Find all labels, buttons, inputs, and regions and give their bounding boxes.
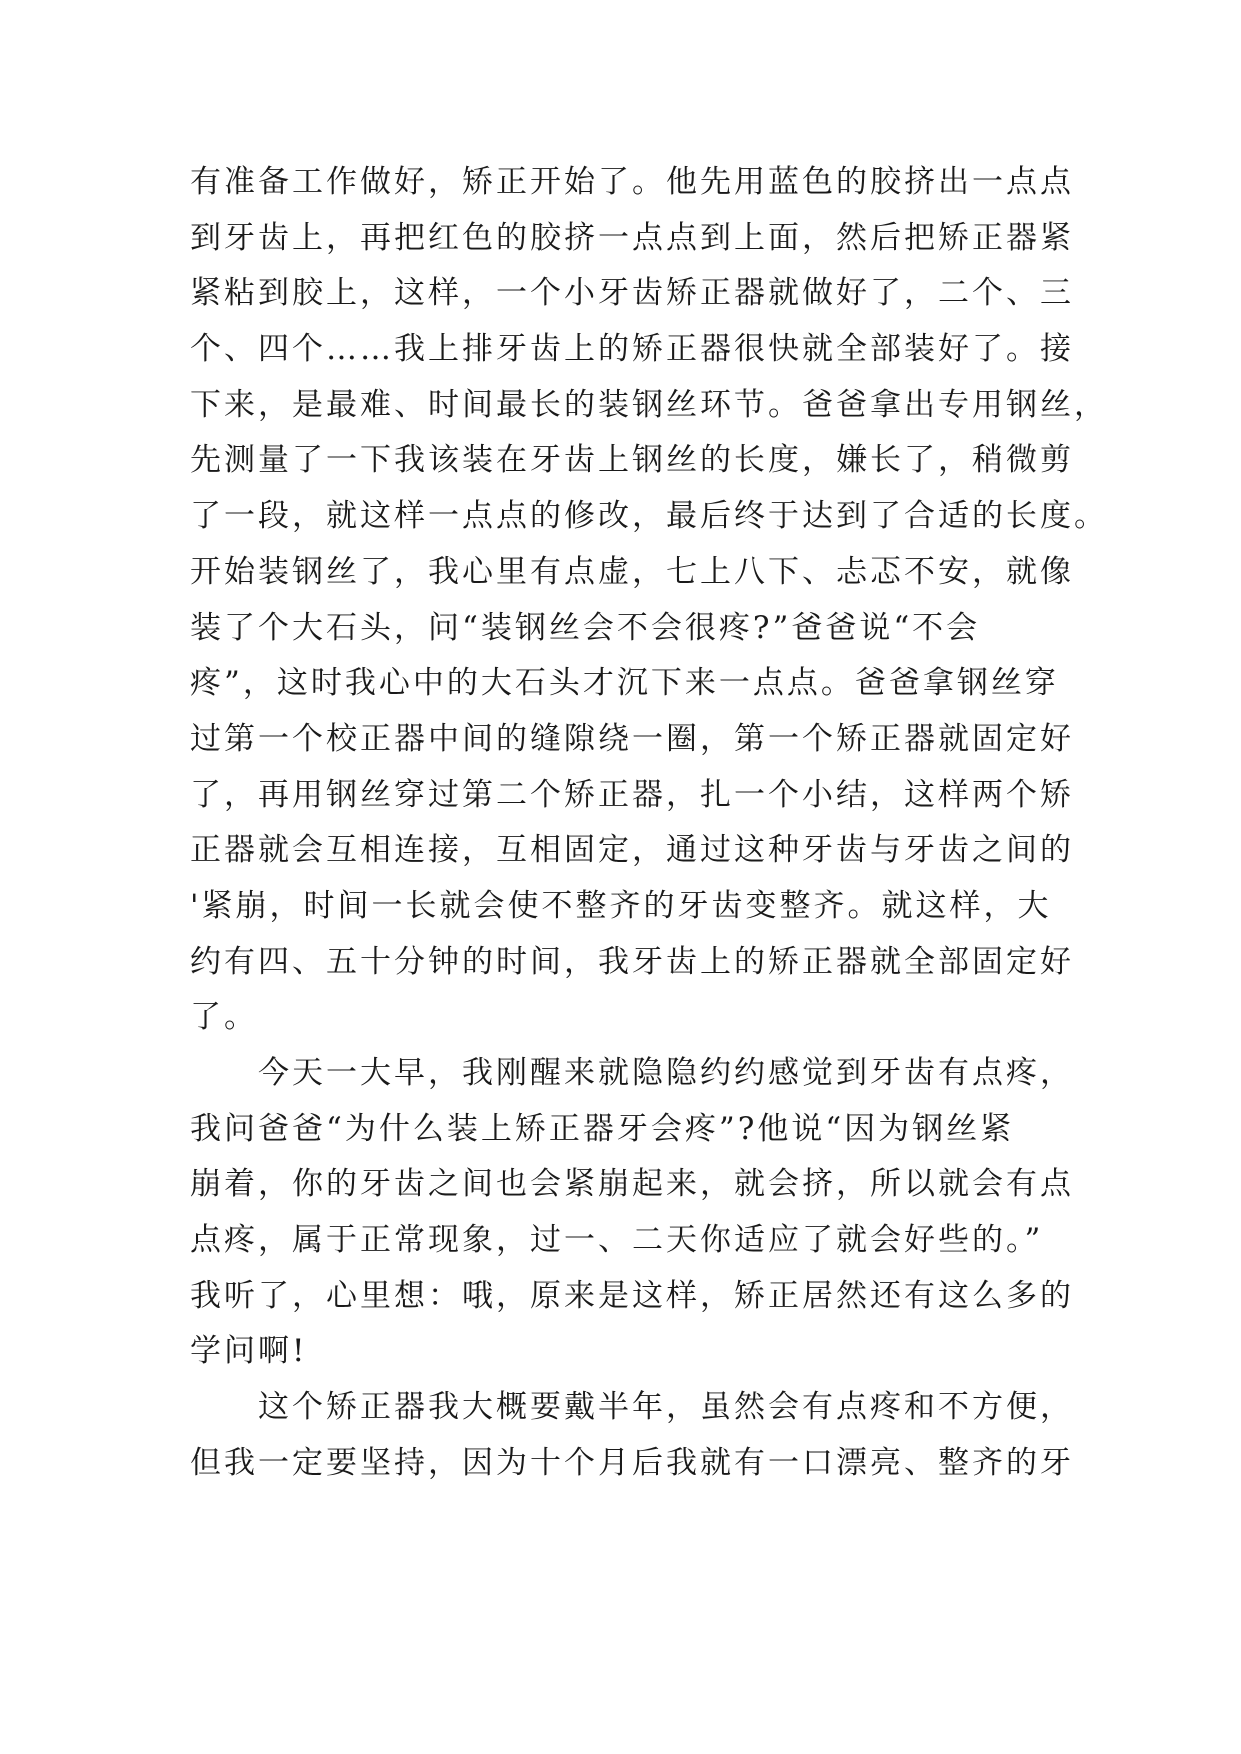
text-line: 我听了，心里想：哦，原来是这样，矫正居然还有这么多的 <box>190 1277 1074 1314</box>
text-line: '紧崩，时间一长就会使不整齐的牙齿变整齐。就这样，大 <box>190 887 1052 924</box>
text-line: 崩着，你的牙齿之间也会紧崩起来，就会挤，所以就会有点 <box>190 1166 1074 1203</box>
text-line: 了一段，就这样一点点的修改，最后终于达到了合适的长度。 <box>190 498 1108 535</box>
text-line: 先测量了一下我该装在牙齿上钢丝的长度，嫌长了，稍微剪 <box>190 442 1074 479</box>
text-line: 开始装钢丝了，我心里有点虚，七上八下、忐忑不安，就像 <box>190 553 1074 590</box>
text-line: 我问爸爸“为什么装上矫正器牙会疼”?他说“因为钢丝紧 <box>190 1110 1015 1147</box>
text-line: 约有四、五十分钟的时间，我牙齿上的矫正器就全部固定好 <box>190 943 1074 980</box>
text-line: 正器就会互相连接，互相固定，通过这种牙齿与牙齿之间的 <box>190 832 1074 869</box>
text-line: 学问啊! <box>190 1333 308 1370</box>
text-line: 点疼，属于正常现象，过一、二天你适应了就会好些的。” <box>190 1222 1044 1259</box>
text-line: 这个矫正器我大概要戴半年，虽然会有点疼和不方便， <box>258 1389 1074 1426</box>
text-line: 个、四个……我上排牙齿上的矫正器很快就全部装好了。接 <box>190 331 1074 368</box>
text-line: 但我一定要坚持，因为十个月后我就有一口漂亮、整齐的牙 <box>190 1444 1074 1481</box>
text-line: 下来，是最难、时间最长的装钢丝环节。爸爸拿出专用钢丝， <box>190 386 1108 423</box>
text-line: 紧粘到胶上，这样，一个小牙齿矫正器就做好了，二个、三 <box>190 275 1074 312</box>
text-line: 疼”，这时我心中的大石头才沉下来一点点。爸爸拿钢丝穿 <box>190 665 1059 702</box>
text-line: 过第一个校正器中间的缝隙绕一圈，第一个矫正器就固定好 <box>190 720 1074 757</box>
text-line: 有准备工作做好，矫正开始了。他先用蓝色的胶挤出一点点 <box>190 164 1074 200</box>
text-line: 到牙齿上，再把红色的胶挤一点点到上面，然后把矫正器紧 <box>190 219 1074 256</box>
text-line: 了，再用钢丝穿过第二个矫正器，扎一个小结，这样两个矫 <box>190 776 1074 813</box>
document-body <box>190 155 1108 1492</box>
text-line: 了。 <box>190 999 258 1036</box>
text-line: 今天一大早，我刚醒来就隐隐约约感觉到牙齿有点疼， <box>258 1055 1074 1091</box>
text-line: 装了个大石头，问“装钢丝会不会很疼?”爸爸说“不会 <box>190 609 981 646</box>
